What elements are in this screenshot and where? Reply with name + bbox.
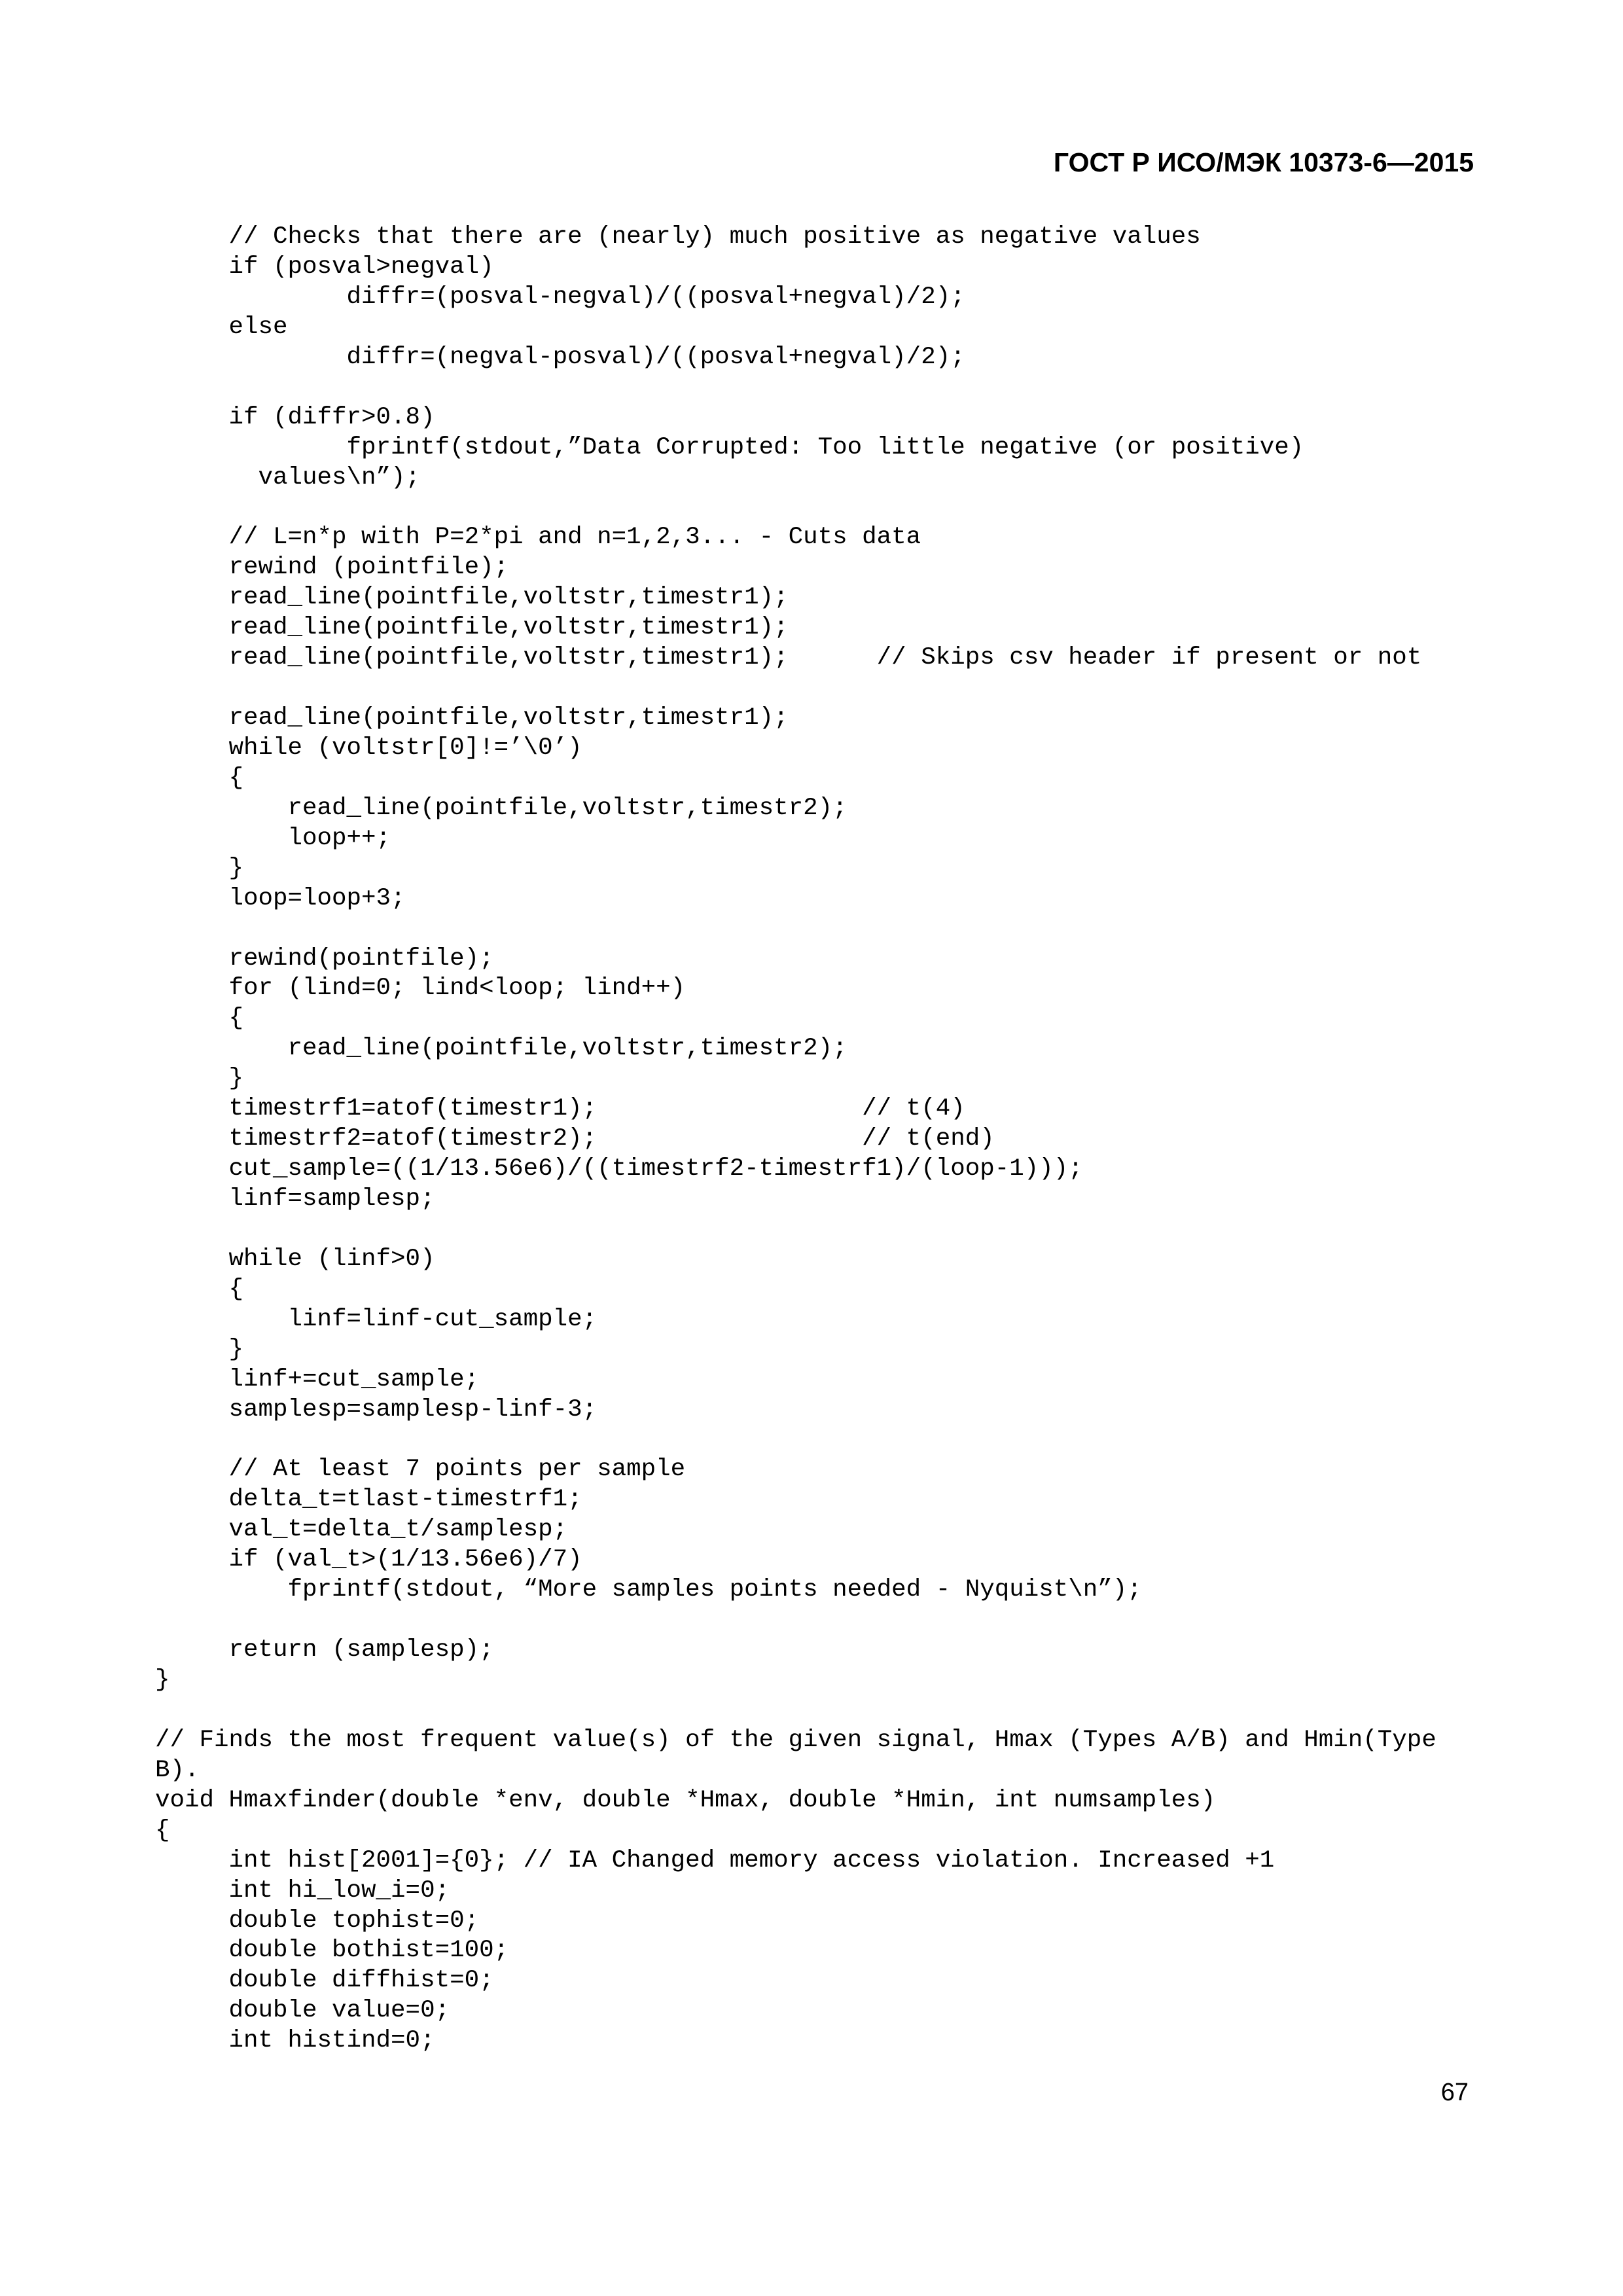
code-line (155, 673, 1436, 704)
code-line: { (155, 1816, 170, 1844)
code-line: samplesp=samplesp-linf-3; (155, 1395, 597, 1424)
code-line: { (155, 1005, 244, 1033)
code-line: // Finds the most frequent value(s) of the given signal, Hmax (Types A/B) and Hmin(Type (155, 1726, 1436, 1754)
code-line: int hi_low_i=0; (155, 1876, 450, 1905)
code-line: B). (155, 1756, 200, 1784)
code-line (155, 914, 1436, 944)
code-listing (155, 223, 1436, 2056)
code-line: double value=0; (155, 1997, 450, 2025)
code-line: } (155, 854, 244, 882)
code-line: // Checks that there are (nearly) much positive as negative values (155, 223, 1201, 251)
code-line: read_line(pointfile,voltstr,timestr1); (155, 614, 789, 642)
code-line: double bothist=100; (155, 1937, 509, 1965)
code-line (155, 373, 1436, 403)
code-line: loop++; (155, 824, 391, 852)
code-line: while (voltstr[0]!=’\0’) (155, 734, 582, 762)
document-header: ГОСТ Р ИСО/МЭК 10373-6—2015 (1053, 147, 1474, 177)
code-line: values\n”); (155, 463, 421, 492)
code-line: } (155, 1065, 244, 1093)
code-line: timestrf1=atof(timestr1); // t(4) (155, 1095, 965, 1123)
code-line: read_line(pointfile,voltstr,timestr1); // Skips csv header if present or not (155, 644, 1422, 672)
code-line: diffr=(posval-negval)/((posval+negval)/2); (155, 283, 965, 311)
code-line: double tophist=0; (155, 1907, 480, 1935)
code-line: return (samplesp); (155, 1636, 494, 1664)
code-line: rewind (pointfile); (155, 554, 509, 582)
code-line: else (155, 313, 288, 341)
code-line: for (lind=0; lind<loop; lind++) (155, 975, 686, 1003)
code-line: int hist[2001]={0}; // IA Changed memory access violation. Increased +1 (155, 1846, 1275, 1874)
code-line: double diffhist=0; (155, 1967, 494, 1995)
code-line (155, 1215, 1436, 1245)
code-line: while (linf>0) (155, 1245, 435, 1273)
code-line: cut_sample=((1/13.56e6)/((timestrf2-timestrf1)/(loop-1))); (155, 1155, 1083, 1183)
code-line: read_line(pointfile,voltstr,timestr1); (155, 704, 789, 732)
code-line: timestrf2=atof(timestr2); // t(end) (155, 1125, 995, 1153)
code-line: rewind(pointfile); (155, 944, 494, 973)
code-line: } (155, 1666, 170, 1694)
code-line: // L=n*p with P=2*pi and n=1,2,3... - Cuts data (155, 524, 921, 552)
code-line (155, 493, 1436, 523)
code-line: if (val_t>(1/13.56e6)/7) (155, 1546, 582, 1574)
page-number: 67 (1440, 2079, 1469, 2106)
code-line: fprintf(stdout,”Data Corrupted: Too little negative (or positive) (155, 433, 1304, 461)
code-line: int histind=0; (155, 2027, 435, 2055)
code-line: loop=loop+3; (155, 884, 406, 912)
code-line: fprintf(stdout, “More samples points needed - Nyquist\n”); (155, 1576, 1142, 1604)
code-line: linf=linf-cut_sample; (155, 1305, 597, 1333)
code-line: read_line(pointfile,voltstr,timestr2); (155, 1035, 847, 1063)
code-line: // At least 7 points per sample (155, 1456, 686, 1484)
code-line: linf=samplesp; (155, 1185, 435, 1213)
code-line: linf+=cut_sample; (155, 1365, 480, 1393)
code-line: delta_t=tlast-timestrf1; (155, 1486, 582, 1514)
code-line: void Hmaxfinder(double *env, double *Hmax, double *Hmin, int numsamples) (155, 1786, 1216, 1814)
code-line: } (155, 1335, 244, 1363)
code-line: diffr=(negval-posval)/((posval+negval)/2); (155, 343, 965, 371)
code-line: if (diffr>0.8) (155, 403, 435, 431)
code-line: read_line(pointfile,voltstr,timestr1); (155, 584, 789, 612)
code-line (155, 1696, 1436, 1726)
code-line (155, 1605, 1436, 1636)
code-line (155, 1426, 1436, 1456)
code-line: read_line(pointfile,voltstr,timestr2); (155, 794, 847, 822)
code-line: { (155, 764, 244, 792)
code-line: val_t=delta_t/samplesp; (155, 1516, 568, 1544)
code-line: { (155, 1275, 244, 1303)
code-line: if (posval>negval) (155, 253, 494, 281)
